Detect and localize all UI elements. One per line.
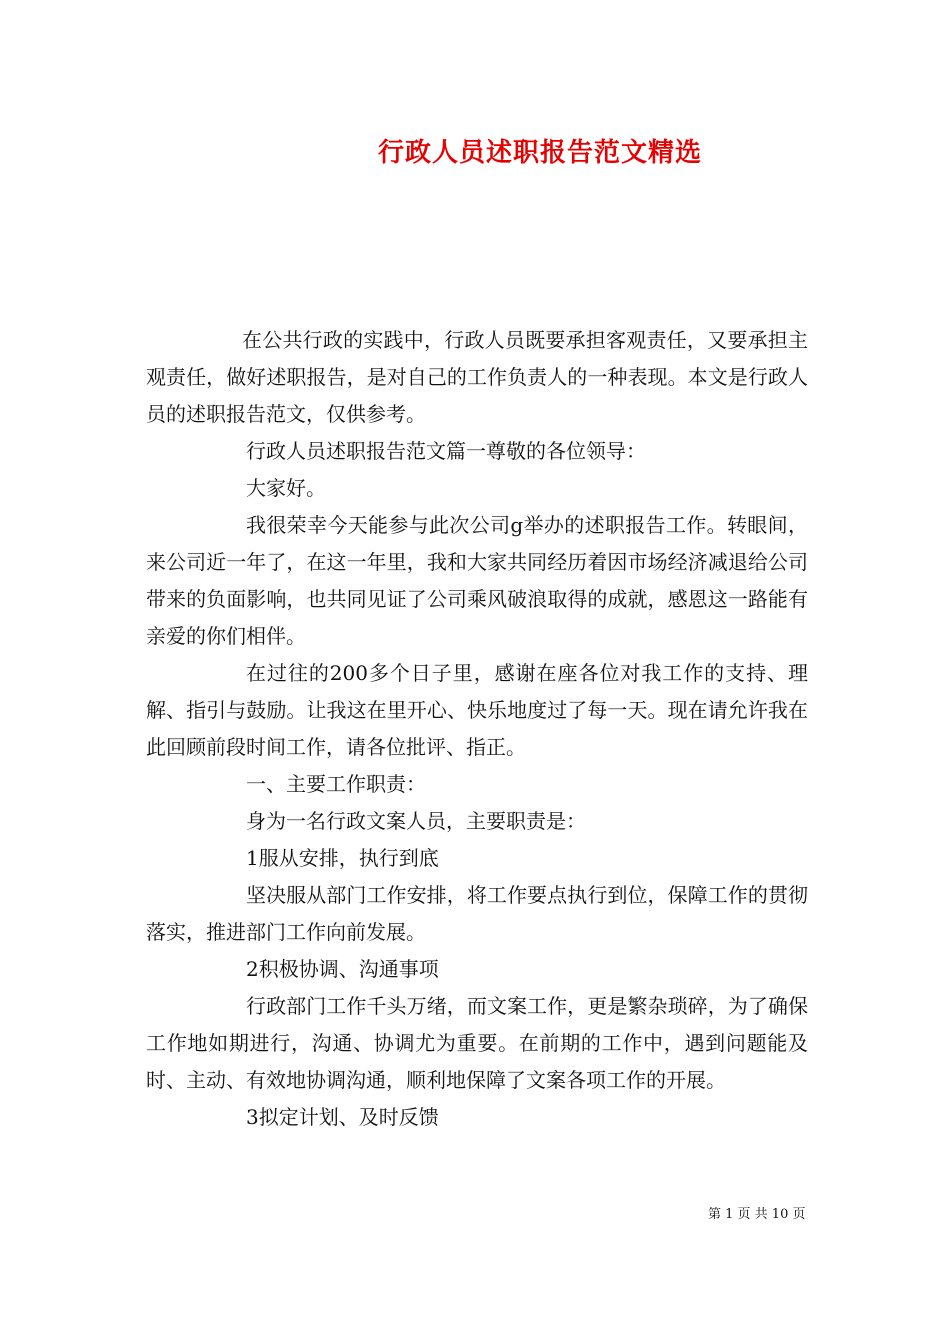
- list-item-heading-1: 1服从安排，执行到底: [246, 846, 439, 870]
- paragraph-honor: 我很荣幸今天能参与此次公司g举办的述职报告工作。转眼间，来公司近一年了，在这一年里，我和大家共同经历着因市场经济减退给公司带来的负面影响，也共同见证了公司乘风破浪取得的成就，感恩这一路能有亲爱的你们相伴。: [146, 513, 808, 648]
- document-body: [146, 322, 808, 1136]
- paragraph-intro: 在公共行政的实践中，行政人员既要承担客观责任，又要承担主观责任，做好述职报告，是对自己的工作负责人的一种表现。本文是行政人员的述职报告范文，仅供参考。: [146, 328, 808, 426]
- paragraph-salutation: 行政人员述职报告范文篇一尊敬的各位领导：: [246, 439, 646, 463]
- paragraph-item-1: 坚决服从部门工作安排，将工作要点执行到位，保障工作的贯彻落实，推进部门工作向前发展。: [146, 883, 808, 944]
- paragraph-greeting: 大家好。: [246, 476, 326, 500]
- section-heading-duties: 一、主要工作职责：: [246, 772, 426, 796]
- paragraph-duties-intro: 身为一名行政文案人员，主要职责是：: [246, 809, 586, 833]
- paragraph-item-2: 行政部门工作千头万绪，而文案工作，更是繁杂琐碎，为了确保工作地如期进行，沟通、协调尤为重要。在前期的工作中，遇到问题能及时、主动、有效地协调沟通，顺利地保障了文案各项工作的开展。: [146, 994, 808, 1092]
- paragraph-thanks: 在过往的200多个日子里，感谢在座各位对我工作的支持、理解、指引与鼓励。让我这在里开心、快乐地度过了每一天。现在请允许我在此回顾前段时间工作，请各位批评、指正。: [146, 661, 808, 759]
- list-item-heading-3: 3拟定计划、及时反馈: [246, 1105, 439, 1129]
- document-title: 行政人员述职报告范文精选: [377, 138, 702, 168]
- page-footer: 第 1 页 共 10 页: [708, 1207, 806, 1222]
- list-item-heading-2: 2积极协调、沟通事项: [246, 957, 439, 981]
